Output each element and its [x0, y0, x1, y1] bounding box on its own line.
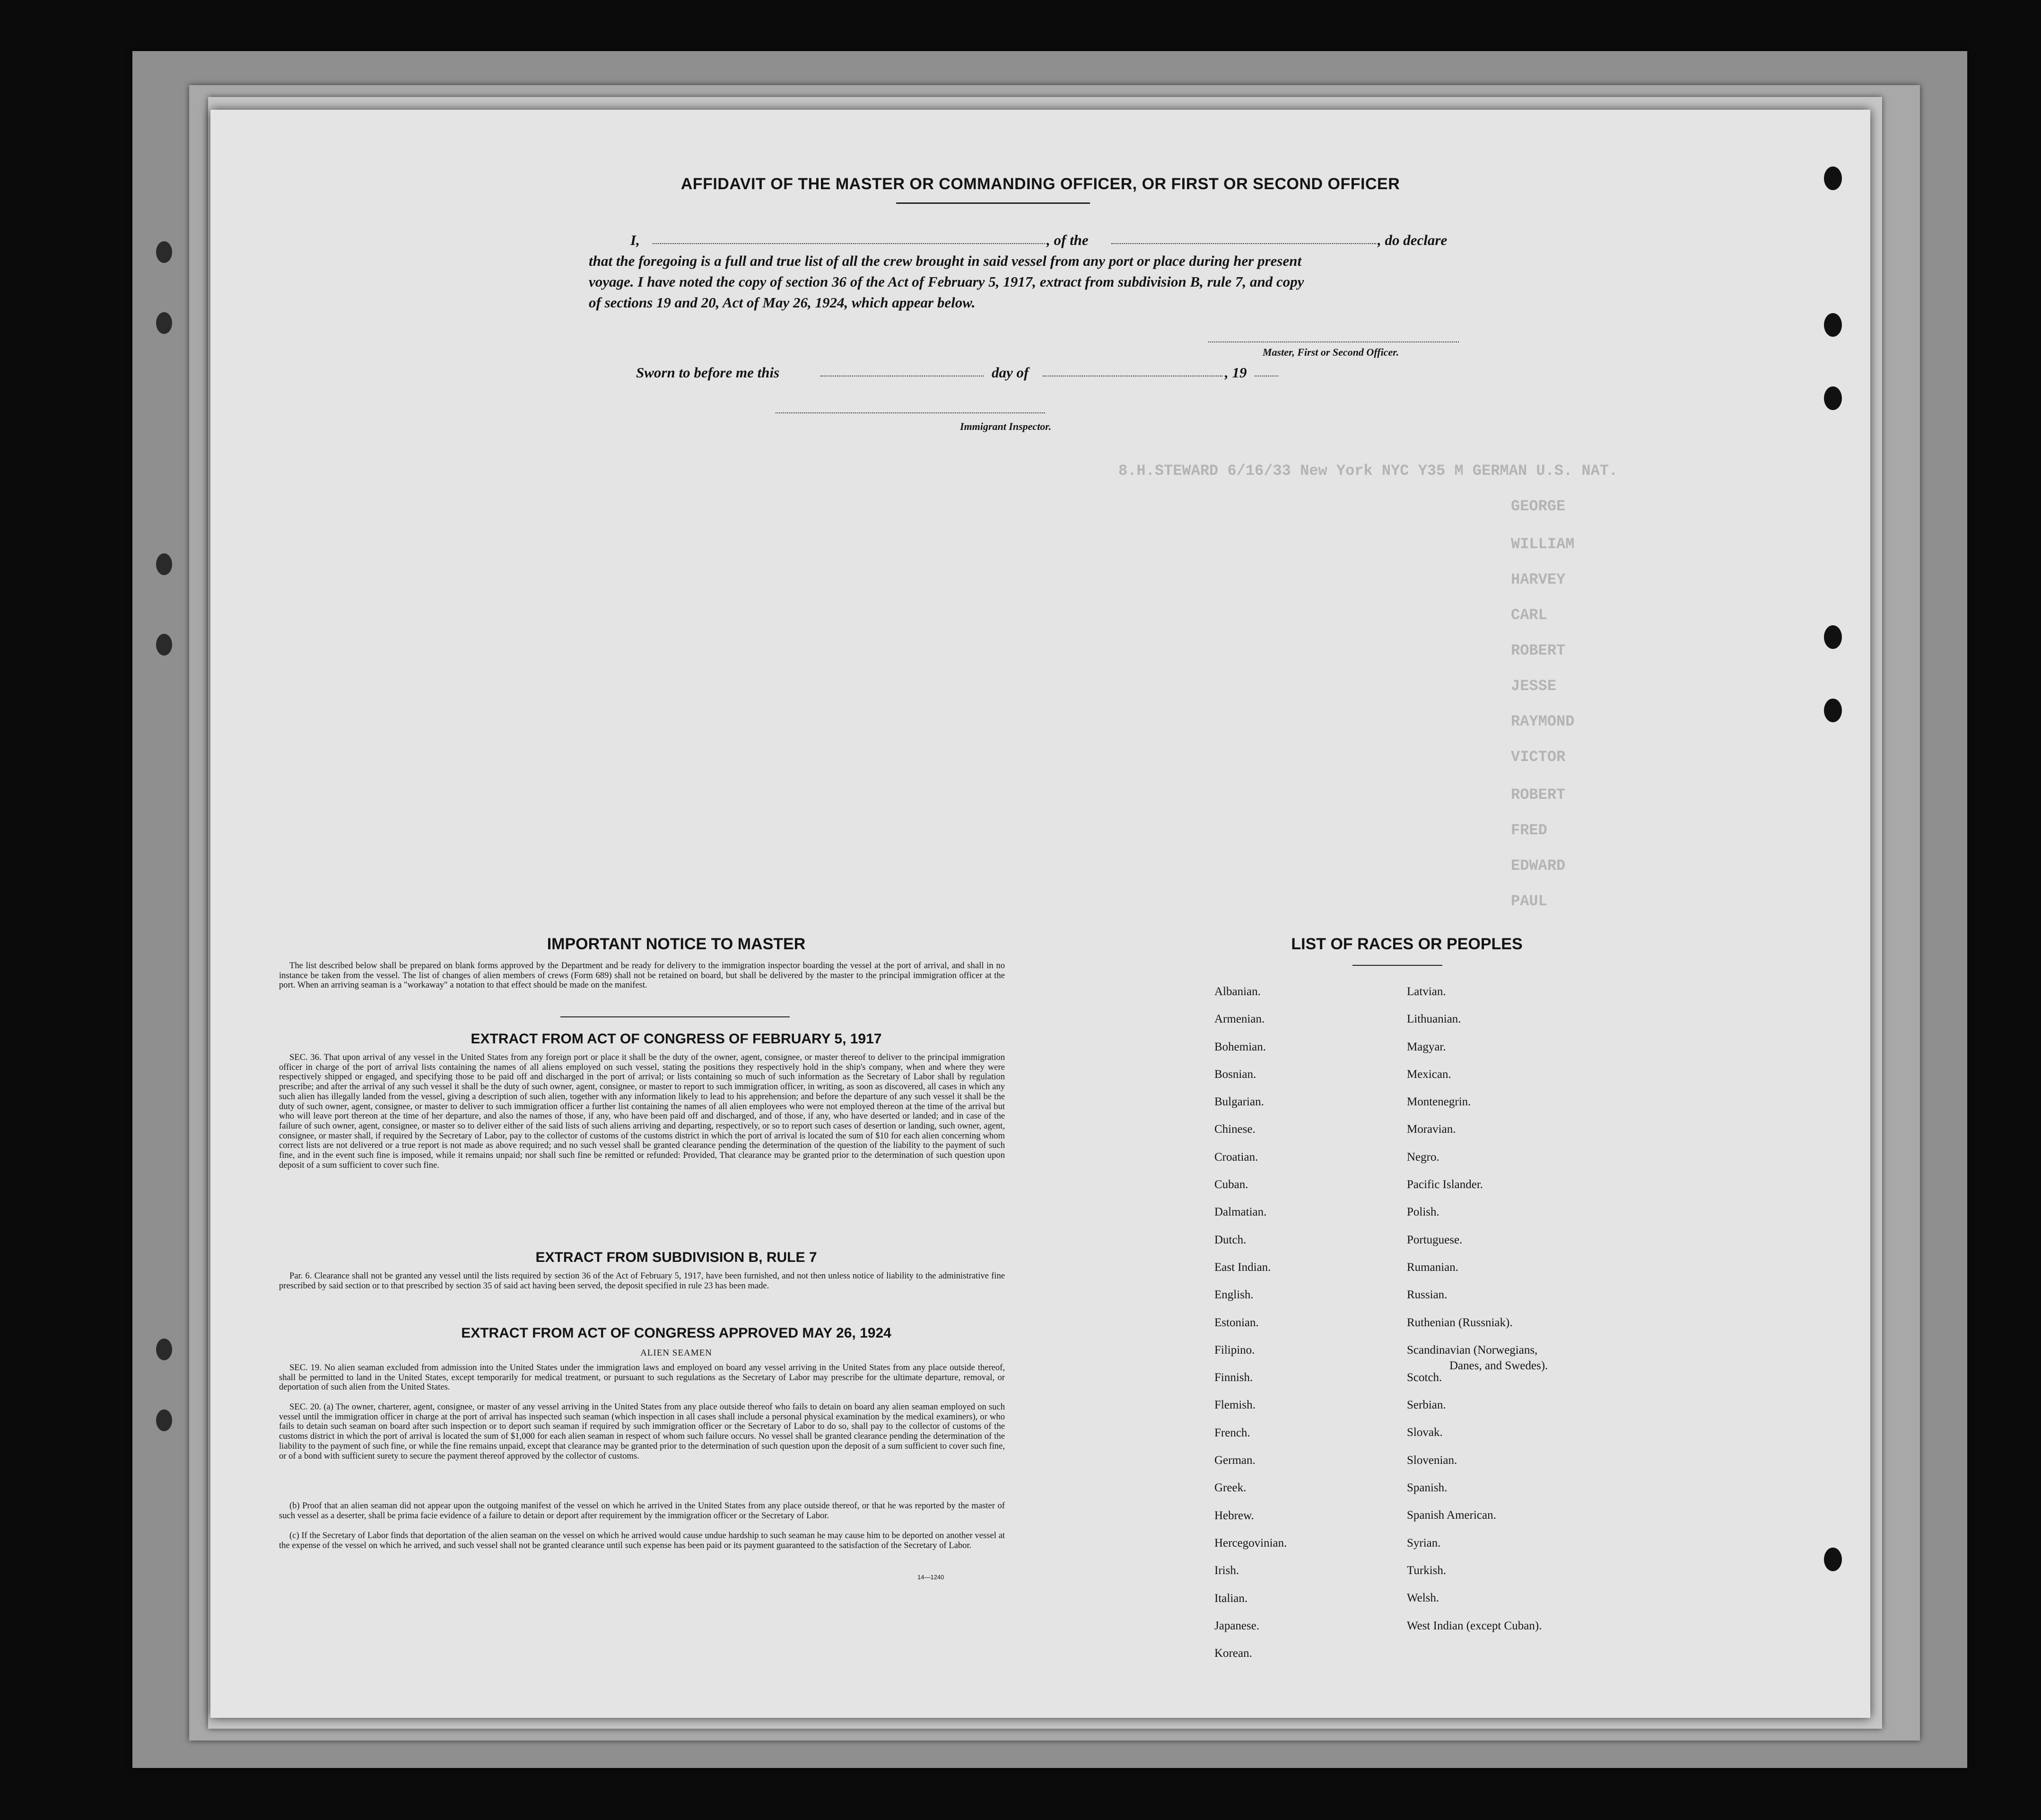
- bleed-through-text: ROBERT: [1511, 786, 1566, 804]
- binder-hole: [1824, 313, 1842, 337]
- binder-hole: [156, 312, 172, 334]
- race-list-item: Korean.: [1214, 1647, 1252, 1660]
- race-list-item: Italian.: [1214, 1592, 1248, 1605]
- race-list-item: Bosnian.: [1214, 1068, 1256, 1081]
- race-list-item: Chinese.: [1214, 1123, 1256, 1136]
- races-underline: [1352, 965, 1442, 966]
- race-list-item: German.: [1214, 1454, 1256, 1467]
- binder-hole: [156, 241, 172, 263]
- race-list-item: Hercegovinian.: [1214, 1536, 1287, 1549]
- affidavit-line-2: that the foregoing is a full and true list of all the crew brought in said vessel from any port or place during her present: [589, 253, 1302, 269]
- race-list-item: Magyar.: [1407, 1040, 1446, 1053]
- race-list-item: Dutch.: [1214, 1233, 1247, 1246]
- binder-hole: [156, 1409, 172, 1431]
- extract-1917-text: SEC. 36. That upon arrival of any vessel in the United States from any foreign port or place it shall be the duty of the owner, agent, consignee, or master thereof to deliver to the principal immigration officer in charge of the port of arrival lists containing the names of all aliens employed on such vessel, stating the positions they respectively hold in the ship's company, when and where they were respectively shipped or engaged, and specifying those to be paid off and discharged in the port of arrival; or lists containing so much of such information as the Secretary of Labor shall by regulation prescribe; and after the arrival of any such vessel it shall be the duty of such owner, agent, consignee, or master to report to such immigration officer, in writing, as soon as discovered, all cases in which any such alien has illegally landed from the vessel, giving a description of such alien, together with any information likely to lead to his apprehension; and before the departure of any such vessel it shall be the duty of such owner, agent, consignee, or master to deliver to such immigration officer a further list containing the names of all alien employees who were not employed thereon at the time of the arrival but who will leave port thereon at the time of her departure, and also the names of those, if any, who have been paid off and discharged, and of those, if any, who have deserted or landed; and in case of the failure of such owner, agent, consignee, or master so to deliver either of the said lists of such aliens arriving and departing, respectively, or so to report such cases of desertion or landing, such owner, agent, consignee, or master shall, if required by the Secretary of Labor, pay to the collector of customs of the customs district in which the port of arrival is located the sum of $10 for each alien concerning whom correct lists are not delivered or a true report is not made as above required; and no such vessel shall be granted clearance pending the determination of the question of the liability to the payment of such fine, and in the event such fine is imposed, while it remains unpaid; nor shall such fine be remitted or refunded: Provided, That clearance may be granted prior to the determination of such question upon deposit of a sum sufficient to cover such fine.: [279, 1052, 1005, 1170]
- notice-divider: [560, 1016, 790, 1017]
- race-list-item: Greek.: [1214, 1481, 1247, 1495]
- bleed-through-text: GEORGE: [1511, 498, 1566, 515]
- section-20c-text: (c) If the Secretary of Labor finds that deportation of the alien seaman on the vessel on which he arrived would cause undue hardship to such seaman he may cause him to be deported on another vessel at the expense of the vessel on which he arrived, and such vessel shall not be granted clearance until such expense has been paid or its payment guaranteed to the satisfaction of the Secretary of Labor.: [279, 1531, 1005, 1550]
- race-list-item: Slovenian.: [1407, 1453, 1457, 1467]
- race-list-item: Polish.: [1407, 1206, 1439, 1219]
- section-20a-text: SEC. 20. (a) The owner, charterer, agent, consignee, or master of any vessel arriving in the United States from any place outside thereof who fails to detain on board any alien seaman employed on such vessel until the immigration officer in charge at the port of arrival has inspected such seaman (which inspection in all cases shall include a personal physical examination by the medical examiners), or who fails to detain such seaman on board after such inspection or to deport such seaman if required by such immigration officer or the Secretary of Labor to do so, shall pay to the collector of customs of the customs district in which the port of arrival is located the sum of $1,000 for each alien seaman in respect of whom such failure occurs. No vessel shall be granted clearance pending the determination of the liability to the payment of such fine, or while the fine remains unpaid, except that clearance may be granted prior to the determination of such question upon the deposit of a sum sufficient to cover such fine, or of a bond with sufficient surety to secure the payment thereof approved by the collector of customs.: [279, 1402, 1005, 1461]
- sworn-label: Sworn to before me this: [636, 364, 780, 381]
- race-list-item: Lithuanian.: [1407, 1013, 1461, 1026]
- year-label: , 19: [1225, 364, 1247, 381]
- officer-name-field[interactable]: [653, 243, 1045, 244]
- race-list-item: English.: [1214, 1288, 1254, 1302]
- bleed-through-text: RAYMOND: [1511, 713, 1575, 730]
- race-list-item: Montenegrin.: [1407, 1095, 1471, 1109]
- binder-hole: [156, 553, 172, 575]
- bleed-through-text: VICTOR: [1511, 748, 1566, 766]
- race-list-item: Scandinavian (Norwegians,: [1407, 1343, 1538, 1356]
- bleed-through-text: PAUL: [1511, 892, 1547, 910]
- affidavit-i: I,: [630, 232, 640, 248]
- master-signature-label: Master, First or Second Officer.: [1263, 346, 1399, 358]
- bleed-through-text: 8.H.STEWARD 6/16/33 New York NYC Y35 M GERMAN U.S. NAT.: [1118, 462, 1618, 480]
- race-list-item: Filipino.: [1214, 1343, 1255, 1356]
- race-list-item: Albanian.: [1214, 985, 1261, 998]
- notice-text: The list described below shall be prepared on blank forms approved by the Department and be ready for delivery to the immigration inspector boarding the vessel at the port of arrival, and shall in no instance be taken from the vessel. The list of changes of alien members of crews (Form 689) shall not be retained on board, but shall be delivered by the master to the principal immigration officer at the port. When an arriving seaman is a "workaway" a notation to that effect should be made on the manifest.: [279, 961, 1005, 990]
- bleed-through-text: FRED: [1511, 822, 1547, 839]
- section-20b-text: (b) Proof that an alien seaman did not appear upon the outgoing manifest of the vessel on which he arrived in the United States from any place outside thereof, or that he was reported by the master of such vessel as a deserter, shall be prima facie evidence of a failure to detain or deport after requirement by the immigration officer or the Secretary of Labor.: [279, 1501, 1005, 1521]
- race-list-item: French.: [1214, 1426, 1250, 1439]
- race-list-item: Serbian.: [1407, 1399, 1446, 1412]
- race-list-item: East Indian.: [1214, 1260, 1271, 1274]
- race-list-item: Armenian.: [1214, 1013, 1265, 1026]
- day-of-label: day of: [992, 364, 1029, 381]
- race-list-item: Mexican.: [1407, 1068, 1451, 1081]
- master-signature-field[interactable]: [1208, 341, 1459, 342]
- binder-hole: [156, 634, 172, 656]
- extract-rule7-title: EXTRACT FROM SUBDIVISION B, RULE 7: [535, 1250, 817, 1265]
- extract-rule7-text: Par. 6. Clearance shall not be granted any vessel until the lists required by section 36 of the Act of February 5, 1917, have been furnished, and not then unless notice of liability to the administrative fine prescribed by said section or to that prescribed by section 35 of said act having been served, the deposit specified in rule 23 has been made.: [279, 1271, 1005, 1291]
- race-list-item: Japanese.: [1214, 1619, 1260, 1632]
- race-list-item: Irish.: [1214, 1564, 1239, 1577]
- race-list-item: Moravian.: [1407, 1123, 1456, 1136]
- race-list-item: Welsh.: [1407, 1592, 1439, 1605]
- race-list-item: Hebrew.: [1214, 1509, 1254, 1522]
- affidavit-declare: , do declare: [1378, 232, 1448, 248]
- bleed-through-text: JESSE: [1511, 677, 1557, 695]
- binder-hole: [1824, 699, 1842, 722]
- race-list-item: Negro.: [1407, 1150, 1439, 1164]
- binder-hole: [156, 1339, 172, 1360]
- races-column-1: [1214, 978, 1287, 1667]
- race-list-item: Dalmatian.: [1214, 1206, 1267, 1219]
- race-list-item: Spanish American.: [1407, 1509, 1496, 1522]
- race-list-item: Portuguese.: [1407, 1233, 1463, 1246]
- race-list-item: Latvian.: [1407, 985, 1446, 998]
- race-list-item: Slovak.: [1407, 1426, 1443, 1439]
- bleed-through-text: CARL: [1511, 606, 1547, 624]
- inspector-label: Immigrant Inspector.: [960, 420, 1052, 432]
- inspector-signature-field[interactable]: [776, 412, 1045, 413]
- races-title: LIST OF RACES OR PEOPLES: [1291, 935, 1523, 953]
- race-list-item: Pacific Islander.: [1407, 1178, 1483, 1191]
- extract-1917-title: EXTRACT FROM ACT OF CONGRESS OF FEBRUARY 5, 1917: [471, 1031, 882, 1047]
- race-list-item: Spanish.: [1407, 1481, 1448, 1495]
- bleed-through-text: EDWARD: [1511, 857, 1566, 875]
- race-list-item: Cuban.: [1214, 1178, 1248, 1191]
- race-list-item: Rumanian.: [1407, 1260, 1459, 1274]
- race-list-item: Flemish.: [1214, 1399, 1256, 1412]
- bleed-through-text: HARVEY: [1511, 571, 1566, 588]
- affidavit-line-4: of sections 19 and 20, Act of May 26, 1924, which appear below.: [589, 294, 976, 311]
- bleed-through-text: WILLIAM: [1511, 535, 1575, 553]
- affidavit-title: AFFIDAVIT OF THE MASTER OR COMMANDING OFFICER, OR FIRST OR SECOND OFFICER: [680, 175, 1400, 193]
- form-number: 14—1240: [917, 1574, 944, 1581]
- race-list-item: West Indian (except Cuban).: [1407, 1619, 1542, 1632]
- section-19-text: SEC. 19. No alien seaman excluded from admission into the United States under the immigration laws and employed on board any vessel arriving in the United States from any place outside thereof, shall be permitted to land in the United States, except temporarily for medical treatment, or pursuant to such regulations as the Secretary of Labor may prescribe for the ultimate departure, removal, or deportation of such alien from the United States.: [279, 1363, 1005, 1392]
- race-list-item: Finnish.: [1214, 1371, 1253, 1384]
- race-list-item: Estonian.: [1214, 1316, 1259, 1329]
- race-list-item: Bohemian.: [1214, 1040, 1266, 1053]
- binder-hole: [1824, 625, 1842, 649]
- title-underline: [896, 202, 1090, 204]
- binder-hole: [1824, 1548, 1842, 1571]
- race-list-item: Russian.: [1407, 1288, 1448, 1302]
- affidavit-line-3: voyage. I have noted the copy of section 36 of the Act of February 5, 1917, extract from subdivision B, rule 7, and copy: [589, 273, 1304, 290]
- bleed-through-text: ROBERT: [1511, 642, 1566, 659]
- race-list-item: Bulgarian.: [1214, 1095, 1264, 1109]
- extract-1924-title: EXTRACT FROM ACT OF CONGRESS APPROVED MAY 26, 1924: [461, 1325, 891, 1341]
- races-column-2: [1407, 978, 1548, 1640]
- race-list-item: Danes, and Swedes).: [1449, 1359, 1548, 1372]
- crew-manifest-back-page: [210, 110, 1870, 1718]
- vessel-name-field[interactable]: [1111, 243, 1376, 244]
- notice-title: IMPORTANT NOTICE TO MASTER: [547, 935, 806, 953]
- race-list-item: Ruthenian (Russniak).: [1407, 1316, 1513, 1329]
- race-list-item: Scotch.: [1407, 1371, 1442, 1384]
- race-list-item: Croatian.: [1214, 1150, 1258, 1164]
- affidavit-of-the: , of the: [1047, 232, 1089, 248]
- race-list-item: Turkish.: [1407, 1564, 1447, 1577]
- extract-1924-subtitle: ALIEN SEAMEN: [640, 1348, 712, 1358]
- binder-hole: [1824, 386, 1842, 410]
- race-list-item: Syrian.: [1407, 1536, 1441, 1549]
